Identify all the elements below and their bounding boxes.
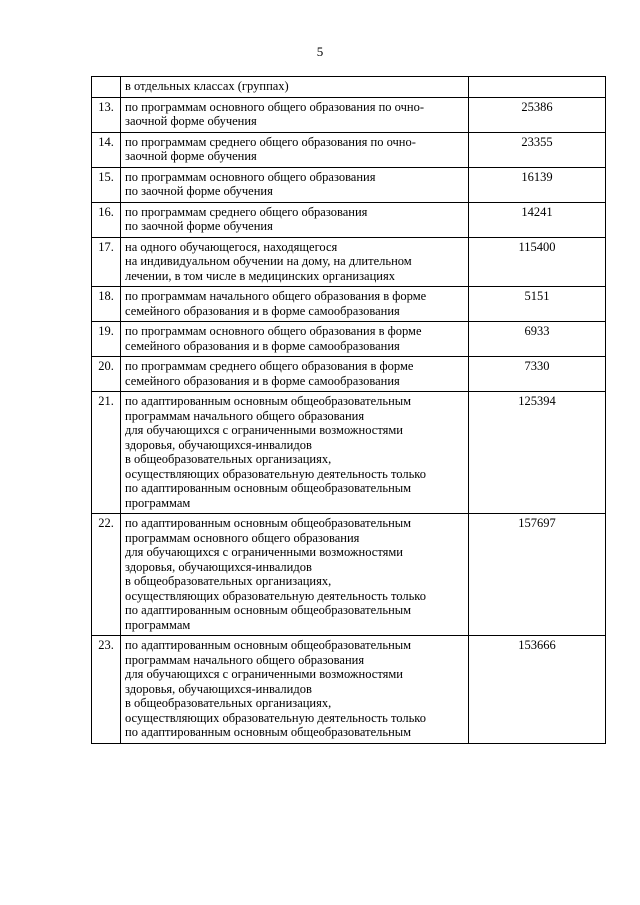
row-number: 17. — [92, 237, 121, 287]
table-row — [92, 636, 606, 744]
row-description: по программам основного общего образования по очно- заочной форме обучения — [121, 97, 469, 132]
row-value: 23355 — [469, 132, 606, 167]
row-value: 7330 — [469, 357, 606, 392]
table-row — [92, 514, 606, 636]
row-value: 157697 — [469, 514, 606, 636]
row-value: 5151 — [469, 287, 606, 322]
table-row — [92, 237, 606, 287]
row-number: 23. — [92, 636, 121, 744]
row-description: по программам основного общего образования по заочной форме обучения — [121, 167, 469, 202]
table-row — [92, 77, 606, 98]
row-description: по программам основного общего образования в форме семейного образования и в форме самообразования — [121, 322, 469, 357]
row-number: 15. — [92, 167, 121, 202]
row-description: по программам среднего общего образования по заочной форме обучения — [121, 202, 469, 237]
row-value — [469, 77, 606, 98]
table-row — [92, 322, 606, 357]
row-value: 125394 — [469, 392, 606, 514]
row-number: 13. — [92, 97, 121, 132]
norms-table — [91, 76, 606, 744]
row-description: по программам начального общего образования в форме семейного образования и в форме самообразования — [121, 287, 469, 322]
row-description: по адаптированным основным общеобразовательным программам начального общего образования для обучающихся с ограниченными возможностями здоровья, обучающихся-инвалидов в общеобразовательных организациях, осуществляющих образовательную деятельность только по адаптированным основным общеобразовательным — [121, 636, 469, 744]
row-value: 153666 — [469, 636, 606, 744]
table-body — [92, 77, 606, 744]
row-number: 14. — [92, 132, 121, 167]
table-row — [92, 357, 606, 392]
row-description: в отдельных классах (группах) — [121, 77, 469, 98]
row-value: 115400 — [469, 237, 606, 287]
row-value: 6933 — [469, 322, 606, 357]
row-description: по адаптированным основным общеобразовательным программам начального общего образования для обучающихся с ограниченными возможностями здоровья, обучающихся-инвалидов в общеобразовательных организациях, осуществляющих образовательную деятельность только по адаптированным основным общеобразовательным программам — [121, 392, 469, 514]
page-number: 5 — [316, 44, 324, 59]
table-row — [92, 97, 606, 132]
row-number: 22. — [92, 514, 121, 636]
row-number: 19. — [92, 322, 121, 357]
row-number: 18. — [92, 287, 121, 322]
row-description: на одного обучающегося, находящегося на индивидуальном обучении на дому, на длительном лечении, в том числе в медицинских организациях — [121, 237, 469, 287]
table-row — [92, 392, 606, 514]
row-number: 16. — [92, 202, 121, 237]
table-row — [92, 167, 606, 202]
row-number: 20. — [92, 357, 121, 392]
table-row — [92, 132, 606, 167]
row-value: 14241 — [469, 202, 606, 237]
table-row — [92, 287, 606, 322]
row-description: по адаптированным основным общеобразовательным программам основного общего образования для обучающихся с ограниченными возможностями здоровья, обучающихся-инвалидов в общеобразовательных организациях, осуществляющих образовательную деятельность только по адаптированным основным общеобразовательным программам — [121, 514, 469, 636]
row-description: по программам среднего общего образования в форме семейного образования и в форме самообразования — [121, 357, 469, 392]
row-value: 25386 — [469, 97, 606, 132]
row-number: 21. — [92, 392, 121, 514]
row-description: по программам среднего общего образования по очно- заочной форме обучения — [121, 132, 469, 167]
row-value: 16139 — [469, 167, 606, 202]
table-row — [92, 202, 606, 237]
row-number — [92, 77, 121, 98]
